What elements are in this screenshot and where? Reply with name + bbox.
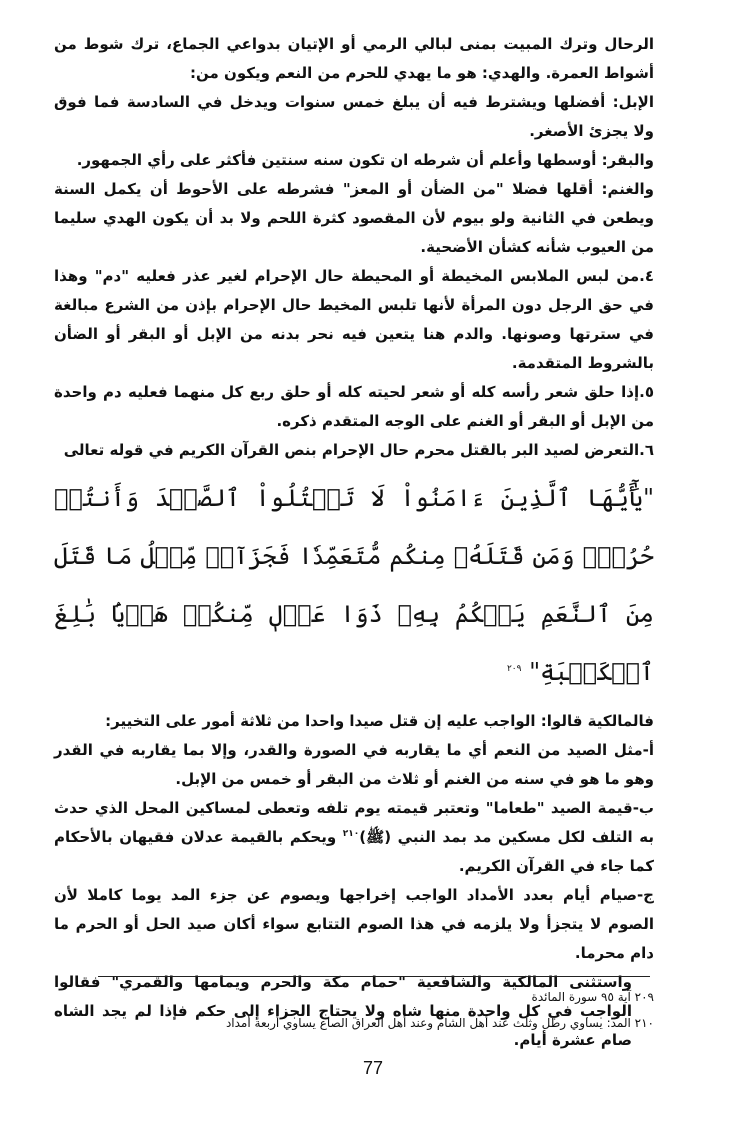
page-number: 77 [362,1058,384,1078]
exception-paragraph: واستثنى المالكية والشافعية "حمام مكة والحرم ويمامها والقمري" فقالوا الواجب في كل واحدة منها شاه ولا يحتاج الجزاء إلى حكم فإذا لم يجد الشاه صام عشرة أيام. [54,973,632,1049]
footnote-ref-209: ٢٠٩ [506,664,522,674]
footnote-210: ٢١٠ المد: يساوي رطل وثلث عند أهل الشام وعند أهل العراق الصاع يساوي أربعة أمداد [225,1016,654,1030]
numbered-item-5: ٥.إذا حلق شعر رأسه كله أو شعر لحيته كله أو حلق ربع كل منهما فعليه دم واحدة من الإبل أو البقر أو الغنم على الوجه المتقدم ذكره. [54,383,654,430]
option-c: ج-صيام أيام بعدد الأمداد الواجب إخراجها ويصوم عن جزء المد يوما كاملا لأن الصوم لا يتجزأ ولا يلزمه في هذا الصوم التتابع سواء أكان صيد الحل أو الحرم ما دام محرما. [54,886,654,962]
numbered-item-4: ٤.من لبس الملابس المخيطة أو المحيطة حال الإحرام لغير عذر فعليه "دم" وهذا في حق الرجل دون المرأة لأنها تلبس المخيط حال الإحرام بإذن من الشرع مبالغة في سترتها وصونها. والدم هنا يتعين فيه نحر بدنه من الإبل أو البقر أو الضأن بالشروط المتقدمة. [54,267,654,372]
paragraph-sheep: والغنم: أقلها فضلا "من الضأن أو المعز" فشرطه على الأحوط أن يكمل السنة ويطعن في الثانية ولو بيوم لأن المقصود كثرة اللحم ولا بد أن يكون الهدي سليما من العيوب شأنه كشأن الأضحية. [54,180,654,256]
option-b-text: ب-قيمة الصيد "طعاما" وتعتبر قيمته يوم تلفه وتعطى لمساكين المحل الذي حدث به التلف لكل مسكين مد بمد النبي (ﷺ) [54,799,655,846]
paragraph-camels: الإبل: أفضلها ويشترط فيه أن يبلغ خمس سنوات ويدخل في السادسة فما فوق ولا يجزئ الأصغر. [54,93,654,140]
quran-verse [54,469,654,701]
footnote-209: ٢٠٩ آية ٩٥ سورة المائدة [531,990,654,1004]
footnote-divider [98,976,650,977]
paragraph: الرحال وترك المبيت بمنى لبالي الرمي أو الإتيان بدواعي الجماع، ترك شوط من أشواط العمرة. والهدي: هو ما يهدي للحرم من النعم ويكون من: [54,35,654,82]
option-b [54,794,654,881]
numbered-item-6: ٦.التعرض لصيد البر بالقتل محرم حال الإحرام بنص القرآن الكريم في قوله تعالى [63,441,654,459]
footnotes [54,984,654,1036]
main-text [54,30,654,1055]
option-b-text-continued: ويحكم بالقيمة عدلان فقيهان بالأحكام كما جاء في القرآن الكريم. [54,828,654,875]
verse-text: "يَٰٓأَيُّهَا ٱلَّذِينَ ءَامَنُواْ لَا تَقۡتُلُواْ ٱلصَّيۡدَ وَأَنتُمۡ حُرُمٞۚ وَمَن قَتَلَهُۥ مِنكُم مُّتَعَمِّدٗا فَجَزَآءٞ مِّثۡلُ مَا قَتَلَ مِنَ ٱلنَّعَمِ يَحۡكُمُ بِهِۦ ذَوَا عَدۡلٖ مِّنكُمۡ هَدۡيَۢا بَٰلِغَ ٱلۡكَعۡبَةِ" [54,484,654,686]
footnote-ref-210: ٢١٠ [342,829,360,839]
malikiyya-intro: فالمالكية قالوا: الواجب عليه إن قتل صيدا واحدا من ثلاثة أمور على التخيير: [105,712,654,730]
paragraph-cattle: والبقر: أوسطها وأعلم أن شرطه ان تكون سنه سنتين فأكثر على رأي الجمهور. [76,151,654,169]
option-a: أ-مثل الصيد من النعم أي ما يقاربه في الصورة والقدر، وإلا بما يقاربه في القدر وهو ما هو في سنه من الغنم أو ثلاث من البقر أو خمس من الإبل. [54,741,654,788]
